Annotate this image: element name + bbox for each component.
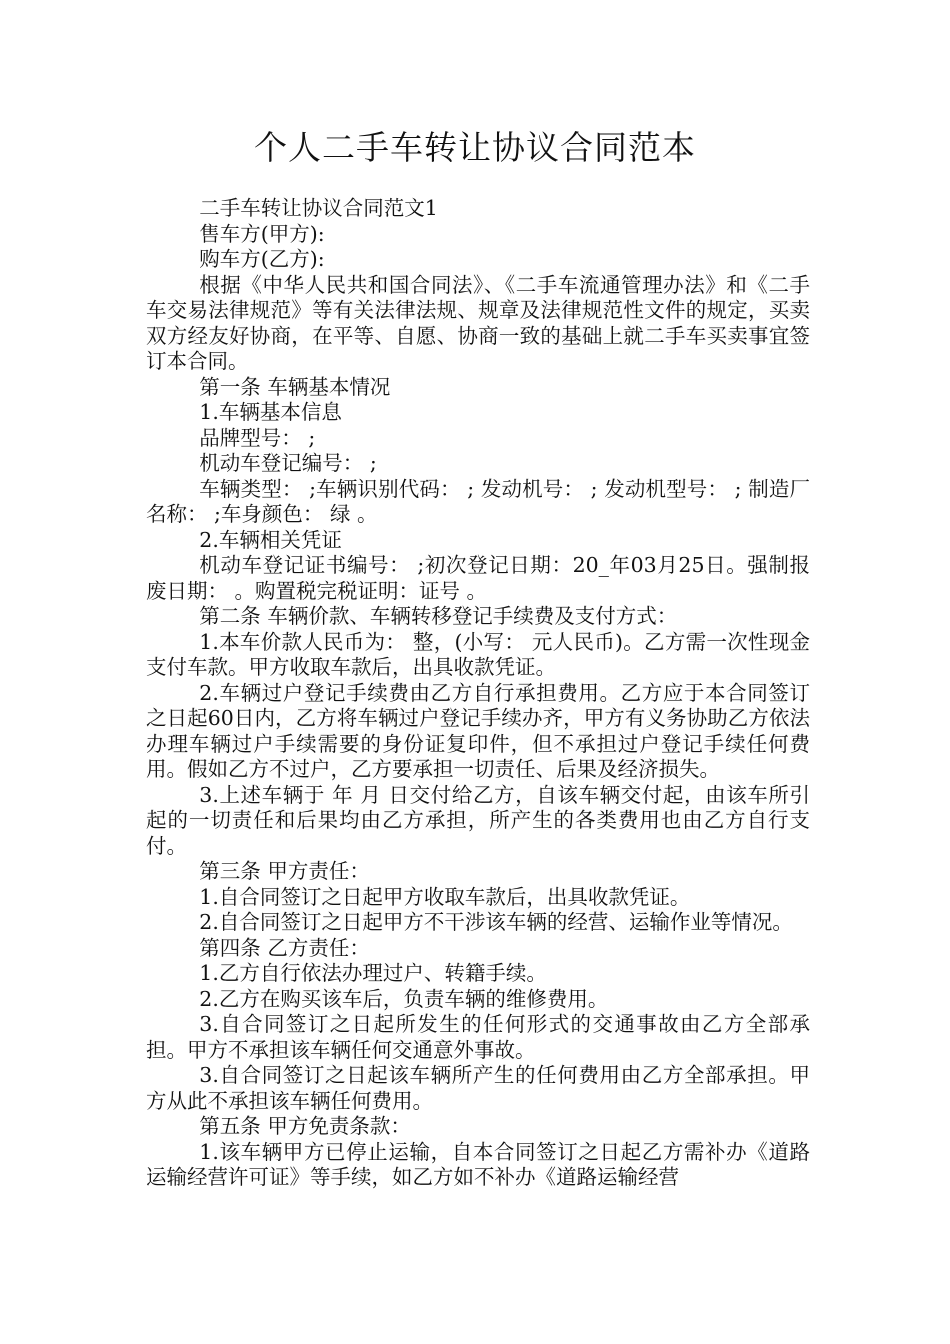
article-2-heading: 第二条 车辆价款、车辆转移登记手续费及支付方式： [199, 604, 678, 628]
article-4-item-3: 3.自合同签订之日起所发生的任何形式的交通事故由乙方全部承担。甲方不承担该车辆任何交通意外事故。 [146, 1012, 810, 1062]
article-4-item-3b: 3.自合同签订之日起该车辆所产生的任何费用由乙方全部承担。甲方从此不承担该车辆任何费用。 [146, 1063, 810, 1113]
article-4-heading: 第四条 乙方责任： [199, 935, 370, 960]
article-5-item-1: 1.该车辆甲方已停止运输，自本合同签订之日起乙方需补办《道路运输经营许可证》等手续，如乙方如不补办《道路运输经营 [146, 1139, 810, 1189]
article-2-item-3: 3.上述车辆于 年 月 日交付给乙方，自该车辆交付起，由该车所引起的一切责任和后果均由乙方承担，所产生的各类费用也由乙方自行支付。 [146, 782, 810, 858]
article-2-item-2: 2.车辆过户登记手续费由乙方自行承担费用。乙方应于本合同签订之日起60日内，乙方将车辆过户登记手续办齐，甲方有义务协助乙方依法办理车辆过户手续需要的身份证复印件，但不承担过户登记手续任何费用。假如乙方不过户，乙方要承担一切责任、后果及经济损失。 [146, 680, 810, 781]
field-brand-model: 品牌型号： ; [199, 425, 316, 450]
article-1-item-2: 2.车辆相关凭证 [199, 527, 342, 552]
field-certificate-dates: 机动车登记证书编号： ;初次登记日期：20_年03月25日。强制报废日期： 。购置税完税证明：证号 。 [146, 553, 810, 603]
article-3-item-2: 2.自合同签订之日起甲方不干涉该车辆的经营、运输作业等情况。 [199, 910, 793, 934]
article-4-item-1: 1.乙方自行依法办理过户、转籍手续。 [199, 961, 547, 985]
article-4-item-2: 2.乙方在购买该车后，负责车辆的维修费用。 [199, 986, 609, 1011]
article-3-heading: 第三条 甲方责任： [199, 859, 370, 883]
article-3-item-1: 1.自合同签订之日起甲方收取车款后，出具收款凭证。 [199, 884, 691, 909]
article-1-heading: 第一条 车辆基本情况 [199, 374, 391, 399]
document-body [146, 196, 810, 1191]
field-vehicle-details: 车辆类型： ;车辆识别代码： ; 发动机号： ; 发动机型号： ; 制造厂名称： ;车身颜色： 绿 。 [146, 476, 810, 526]
article-5-heading: 第五条 甲方免责条款： [199, 1114, 411, 1138]
article-2-item-1: 1.本车价款人民币为： 整，(小写： 元人民币)。乙方需一次性现金支付车款。甲方收取车款后，出具收款凭证。 [146, 629, 810, 679]
paragraph-preamble: 根据《中华人民共和国合同法》、《二手车流通管理办法》和《二手车交易法律规范》等有关法律法规、规章及法律规范性文件的规定，买卖双方经友好协商，在平等、自愿、协商一致的基础上就二手车买卖事宜签订本合同。 [146, 272, 810, 373]
paragraph-buyer: 购车方(乙方): [199, 247, 325, 271]
paragraph-seller: 售车方(甲方): [199, 221, 325, 246]
paragraph-contract-heading: 二手车转让协议合同范文1 [199, 196, 438, 220]
document-title: 个人二手车转让协议合同范本 [254, 128, 696, 167]
field-registration-number: 机动车登记编号： ; [199, 451, 377, 475]
article-1-item-1: 1.车辆基本信息 [199, 400, 342, 424]
